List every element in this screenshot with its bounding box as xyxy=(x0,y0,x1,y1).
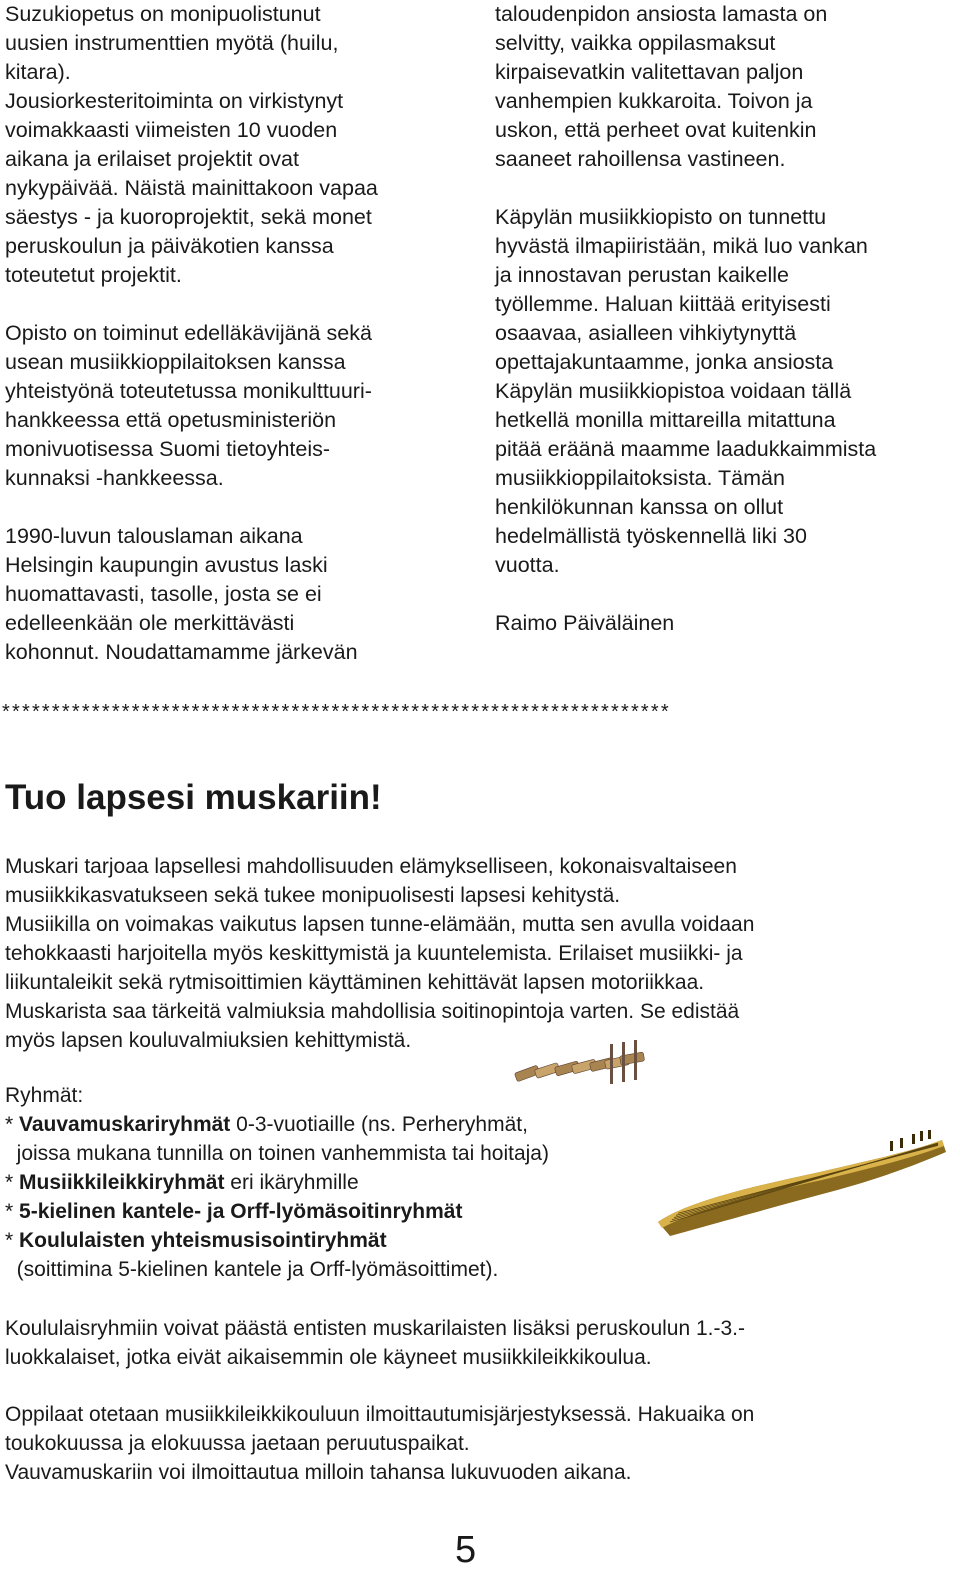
left-paragraph-3: 1990-luvun talouslaman aikana Helsingin kaupungin avustus laski huomattavasti, tasolle, josta se ei edelleenkään ole merkittävästi kohonnut. Noudattamamme järkevän xyxy=(5,524,358,664)
group-bullet: * xyxy=(5,1229,20,1252)
group-description: joissa mukana tunnilla on toinen vanhemmista tai hoitaja) xyxy=(16,1142,549,1165)
kantele-peg xyxy=(890,1141,893,1151)
kantele-strings xyxy=(670,1143,938,1222)
group-bullet: * xyxy=(5,1113,20,1136)
asterisk-separator: ******************************************************************* xyxy=(2,702,671,722)
intro-text xyxy=(5,852,950,1055)
mallet xyxy=(622,1042,625,1082)
groups-heading: Ryhmät: xyxy=(5,1084,84,1107)
group-bullet xyxy=(5,1142,17,1165)
signature: Raimo Päiväläinen xyxy=(495,611,675,635)
left-paragraph-2: Opisto on toiminut edelläkävijänä sekä usean musiikkioppilaitoksen kanssa yhteistyönä toteutetussa monikulttuuri- hankkeessa että opetusministeriön monivuotisessa Suomi tietoyhteis- kunnaksi -hankkeessa. xyxy=(5,321,372,490)
intro-paragraph: Muskari tarjoaa lapsellesi mahdollisuuden elämykselliseen, kokonaisvaltaiseen musiikkikasvatukseen sekä tukee monipuolisesti lapsesi kehitystä. Musiikilla on voimakas vaikutus lapsen tunne-elämään, mutta sen avulla voidaan tehokkaasti harjoitella myös keskittymistä ja kuuntelemista. Erilaiset musiikki- ja liikuntaleikit sekä rytmisoittimien käyttäminen kehittävät lapsen motoriikkaa. Muskarista saa tärkeitä valmiuksia mahdollisia soitinopintoja varten. Se edistää myös lapsen kouluvalmiuksien kehittymistä. xyxy=(5,855,755,1052)
group-description: 0-3-vuotiaille (ns. Perheryhmät, xyxy=(230,1113,528,1136)
group-description: eri ikäryhmille xyxy=(224,1171,359,1194)
kantele-peg xyxy=(912,1134,915,1144)
group-name: Vauvamuskariryhmät xyxy=(19,1113,231,1136)
left-paragraph-1: Suzukiopetus on monipuolistunut uusien instrumenttien myötä (huilu, kitara). Jousiorkesteritoiminta on virkistynyt voimakkaasti viimeisten 10 vuoden aikana ja erilaiset projektit ovat nykypäivää. Näistä mainittakoon vapaa säestys - ja kuoroprojektit, sekä monet peruskoulun ja päiväkotien kanssa toteutetut projektit. xyxy=(5,2,378,287)
rhythm-sticks-icon xyxy=(510,1024,655,1104)
kantele-icon xyxy=(650,1130,950,1240)
mallet xyxy=(634,1040,637,1080)
page-number: 5 xyxy=(455,1529,477,1571)
kantele-string xyxy=(678,1145,938,1213)
group-name: Musiikkileikkiryhmät xyxy=(19,1171,225,1194)
group-name: Koululaisten yhteismusisointiryhmät xyxy=(19,1229,387,1252)
right-paragraph-2: Käpylän musiikkiopisto on tunnettu hyvästä ilmapiiristään, mikä luo vankan ja innostavan perustan kaikelle työllemme. Haluan kiittää erityisesti osaavaa, asialleen vihkiytynyttä opettajakuntaamme, jonka ansiosta Käpylän musiikkiopistoa voidaan tällä hetkellä monilla mittareilla mitattuna pitää eräänä maamme laadukkaimmista musiikkioppilaitoksista. Tämän henkilökunnan kanssa on ollut hedelmällistä työskennellä liki 30 vuotta. xyxy=(495,205,877,577)
right-column xyxy=(495,0,957,667)
group-description: (soittimina 5-kielinen kantele ja Orff-lyömäsoittimet). xyxy=(16,1258,499,1281)
kantele-peg xyxy=(928,1130,931,1139)
sticks-group xyxy=(514,1040,644,1084)
group-bullet: * xyxy=(5,1200,20,1223)
kantele-peg xyxy=(900,1138,903,1148)
group-bullet xyxy=(5,1258,17,1281)
group-item xyxy=(5,1255,950,1284)
school-groups-paragraph: Koululaisryhmiin voivat päästä entisten muskarilaisten lisäksi peruskoulun 1.-3.- luokkalaiset, jotka eivät aikaisemmin ole käyneet musiikkileikkikoulua. xyxy=(5,1317,746,1369)
kantele-peg xyxy=(920,1131,923,1141)
right-paragraph-1: taloudenpidon ansiosta lamasta on selvitty, vaikka oppilasmaksut kirpaisevatkin valitettavan paljon vanhempien kukkaroita. Toivon ja uskon, että perheet ovat kuitenkin saaneet rahoillensa vastineen. xyxy=(495,2,828,171)
group-name: 5-kielinen kantele- ja Orff-lyömäsoitinryhmät xyxy=(19,1200,463,1223)
left-column xyxy=(5,0,460,696)
enrollment-info xyxy=(5,1314,950,1487)
enrollment-paragraph: Oppilaat otetaan musiikkileikkikouluun ilmoittautumisjärjestyksessä. Hakuaika on toukokuussa ja elokuussa jaetaan peruutuspaikat. Vauvamuskariin voi ilmoittautua milloin tahansa lukuvuoden aikana. xyxy=(5,1403,755,1484)
mallet xyxy=(610,1044,613,1084)
section-title: Tuo lapsesi muskariin! xyxy=(5,778,382,817)
group-bullet: * xyxy=(5,1171,20,1194)
